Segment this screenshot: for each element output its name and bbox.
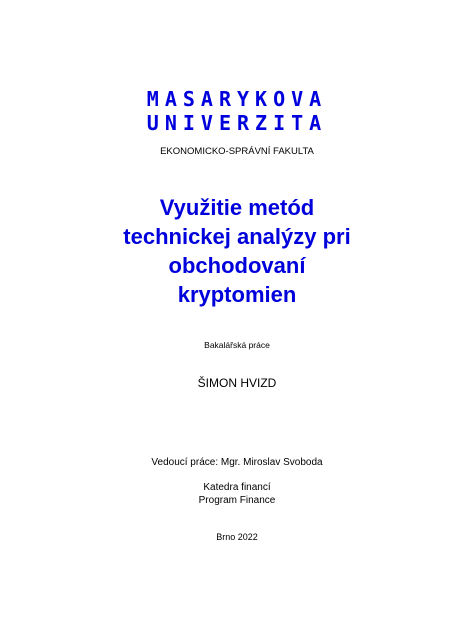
thesis-title-line: obchodovaní bbox=[168, 253, 306, 278]
supervisor: Vedoucí práce: Mgr. Miroslav Svoboda bbox=[151, 457, 323, 468]
thesis-title-line: kryptomien bbox=[177, 282, 297, 307]
thesis-title-line: Využitie metód bbox=[159, 195, 315, 220]
place-year: Brno 2022 bbox=[216, 532, 258, 542]
thesis-title-line: technickej analýzy pri bbox=[123, 224, 351, 249]
author-name: ŠIMON HVIZD bbox=[197, 376, 277, 390]
department-info bbox=[0, 481, 474, 507]
program-name: Program Finance bbox=[198, 495, 276, 506]
faculty-name: EKONOMICKO-SPRÁVNÍ FAKULTA bbox=[160, 146, 314, 157]
thesis-type: Bakalářská práce bbox=[204, 340, 270, 350]
thesis-title bbox=[0, 193, 474, 309]
university-logo-line1: MASARYKOVA bbox=[146, 87, 328, 111]
department-name: Katedra financí bbox=[203, 482, 271, 493]
university-logo-line2: UNIVERZITA bbox=[146, 111, 328, 135]
